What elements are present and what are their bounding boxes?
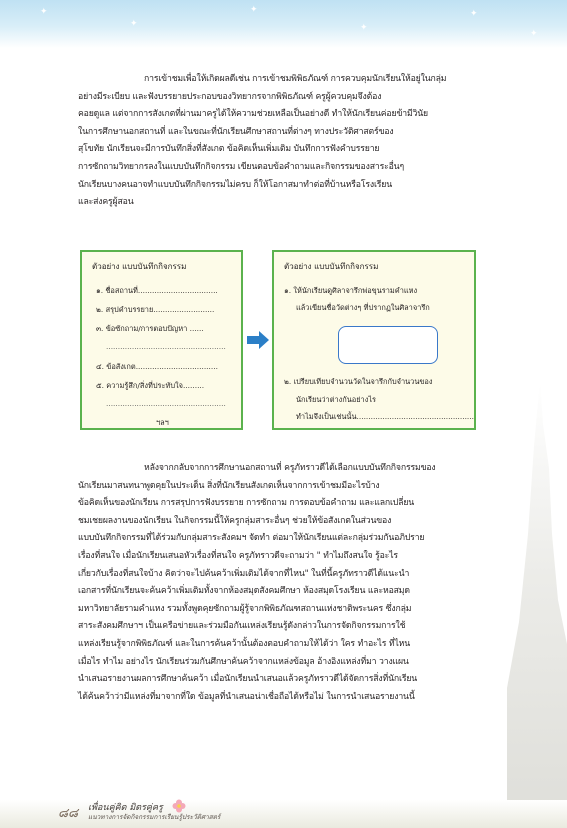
temple-illustration — [507, 380, 567, 820]
sparkle-icon: ✦ — [40, 7, 48, 17]
paragraph-1 — [78, 71, 446, 212]
paragraph-line: การซักถามวิทยากรลงในแบบบันทึกกิจกรรม เขียนตอบข้อคำถามและกิจกรรมของสาระอื่นๆ — [78, 161, 404, 172]
form-item: นักเรียนว่าต่างกันอย่างไร — [296, 395, 377, 404]
form-item: ทำไมจึงเป็นเช่นนั้น.................................................. — [296, 412, 474, 421]
card-title: ตัวอย่าง แบบบันทึกกิจกรรม — [284, 262, 379, 271]
book-subtitle: แนวทางการจัดกิจกรรมการเรียนรู้ประวัติศาสตร์ — [88, 813, 221, 821]
form-item: ๕. ความรู้สึก/สิ่งที่ประทับใจ......... — [96, 381, 205, 390]
paragraph-line: ในการศึกษานอกสถานที่ และในขณะที่นักเรียนศึกษาสถานที่ต่างๆ ทางประวัติศาสตร์ของ — [78, 126, 394, 137]
paragraph-line: เกี่ยวกับเรื่องที่สนใจบ้าง คิดว่าจะไปค้นคว้าเพิ่มเติมได้จากที่ไหน" ในที่นี้ครูภัทราวดีได้แนะนำ — [78, 568, 410, 579]
paragraph-line: ชมเชยผลงานของนักเรียน ในกิจกรรมนี้ให้ครูกลุ่มสาระอื่นๆ ช่วยให้ข้อสังเกตในส่วนของ — [78, 515, 392, 526]
right-arrow-icon — [247, 331, 269, 349]
book-title: เพื่อนคู่คิด มิตรคู่ครู — [88, 803, 163, 813]
left-example-card — [80, 250, 243, 430]
paragraph-line: ข้อคิดเห็นของนักเรียน การสรุปการฟังบรรยาย การซักถาม การตอบข้อคำถาม และแลกเปลี่ยน — [78, 498, 415, 509]
form-item: ๑. ชื่อสถานที่.................................. — [96, 286, 218, 295]
page-number: ๘๘ — [58, 806, 79, 821]
flower-icon — [172, 799, 186, 813]
paragraph-2 — [78, 460, 436, 706]
paragraph-line: เมื่อไร ทำไม อย่างไร นักเรียนร่วมกันศึกษาค้นคว้าจากแหล่งข้อมูล อ้างอิงแหล่งที่มา วางแผน — [78, 656, 409, 667]
form-item: ๓. ข้อซักถาม/การตอบปัญหา ...... — [96, 324, 204, 333]
footer-band — [0, 800, 567, 828]
answer-box — [338, 326, 438, 364]
header-band — [0, 0, 567, 48]
paragraph-line: นำเสนอรายงานผลการศึกษาค้นคว้า เมื่อนักเรียนนำเสนอแล้วครูภัทราวดีได้จัดการสิ่งที่นักเรียน — [78, 674, 418, 685]
form-item: ................................................... — [106, 342, 226, 351]
paragraph-line: ได้ค้นคว้าว่ามีแหล่งที่มาจากที่ใด ข้อมูลที่นำเสนอน่าเชื่อถือได้หรือไม่ ในการนำเสนอรายงานนี้ — [78, 691, 415, 702]
form-item: ๒. สรุปคำบรรยาย.......................... — [96, 305, 215, 314]
form-item: ฯลฯ — [156, 418, 169, 427]
paragraph-line: หลังจากกลับจากการศึกษานอกสถานที่ ครูภัทราวดีได้เลือกแบบบันทึกกิจกรรมของ — [144, 463, 436, 473]
form-item: ................................................... — [106, 399, 226, 408]
paragraph-line: คอยดูแล แต่จากการสังเกตที่ผ่านมาครูได้ให้ความช่วยเหลือเป็นอย่างดี ทำให้นักเรียนค่อยข้ามีวินัย — [78, 109, 428, 120]
form-item: ๔. ข้อสังเกต................................... — [96, 362, 218, 371]
form-item: แล้วเขียนชื่อวัดต่างๆ ที่ปรากฏในศิลาจารึก — [296, 303, 430, 312]
paragraph-line: มหาวิทยาลัยรามคำแหง รวมทั้งพูดคุยซักถามผู้รู้จากพิพิธภัณฑสถานแห่งชาติพระนคร ซึ่งกลุ่ม — [78, 603, 412, 614]
paragraph-line: การเข้าชมเพื่อให้เกิดผลดีเช่น การเข้าชมพิพิธภัณฑ์ การควบคุมนักเรียนให้อยู่ในกลุ่ม — [144, 74, 447, 84]
sparkle-icon: ✦ — [130, 19, 138, 29]
paragraph-line: และส่งครูผู้สอน — [78, 197, 134, 208]
sparkle-icon: ✦ — [530, 29, 538, 39]
form-item: ๑. ให้นักเรียนดูศิลาจารึกพ่อขุนรามคำแหง — [284, 286, 418, 295]
paragraph-line: อย่างมีระเบียบ และฟังบรรยายประกอบของวิทยากรจากพิพิธภัณฑ์ ครูผู้ควบคุมจึงต้อง — [78, 91, 382, 102]
paragraph-line: สุโขทัย นักเรียนจะมีการบันทึกสิ่งที่สังเกต ข้อคิดเห็นเพิ่มเติม บันทึกการฟังคำบรรยาย — [78, 144, 380, 155]
paragraph-line: นักเรียนบางคนอาจทำแบบบันทึกกิจกรรมไม่ครบ ก็ให้โอกาสมาทำต่อที่บ้านหรือโรงเรียน — [78, 179, 393, 190]
sparkle-icon: ✦ — [470, 9, 478, 19]
paragraph-line: นักเรียนมาสนทนาพูดคุยในประเด็น สิ่งที่นักเรียนสังเกตเห็นจากการเข้าชมมีอะไรบ้าง — [78, 480, 380, 491]
paragraph-line: เอกสารที่นักเรียนจะค้นคว้าเพิ่มเติมทั้งจากห้องสมุดสังคมศึกษา ห้องสมุดโรงเรียน และหอสมุด — [78, 586, 410, 597]
sparkle-icon: ✦ — [360, 23, 368, 33]
paragraph-line: แบบบันทึกกิจกรรมที่ได้ร่วมกับกลุ่มสาระสังคมฯ จัดทำ ต่อมาให้นักเรียนแต่ละกลุ่มร่วมกันอภิปราย — [78, 533, 425, 544]
sparkle-icon: ✦ — [250, 5, 258, 15]
paragraph-line: สาระสังคมศึกษาฯ เป็นเครือข่ายและร่วมมือกันแหล่งเรียนรู้ดังกล่าวในการจัดกิจกรรมการใช้ — [78, 621, 406, 632]
card-title: ตัวอย่าง แบบบันทึกกิจกรรม — [92, 262, 187, 271]
paragraph-line: เรื่องที่สนใจ เมื่อนักเรียนเสนอหัวเรื่องที่สนใจ ครูภัทราวดีจะถามว่า " ทำไมถึงสนใจ รู้อะไร — [78, 550, 398, 561]
right-example-card — [272, 250, 476, 430]
form-item: ๒. เปรียบเทียบจำนวนวัดในจารึกกับจำนวนของ — [284, 377, 433, 386]
paragraph-line: แหล่งเรียนรู้จากพิพิธภัณฑ์ และในการค้นคว้านั้นต้องตอบคำถามให้ได้ว่า ใคร ทำอะไร ที่ไหน — [78, 638, 411, 649]
